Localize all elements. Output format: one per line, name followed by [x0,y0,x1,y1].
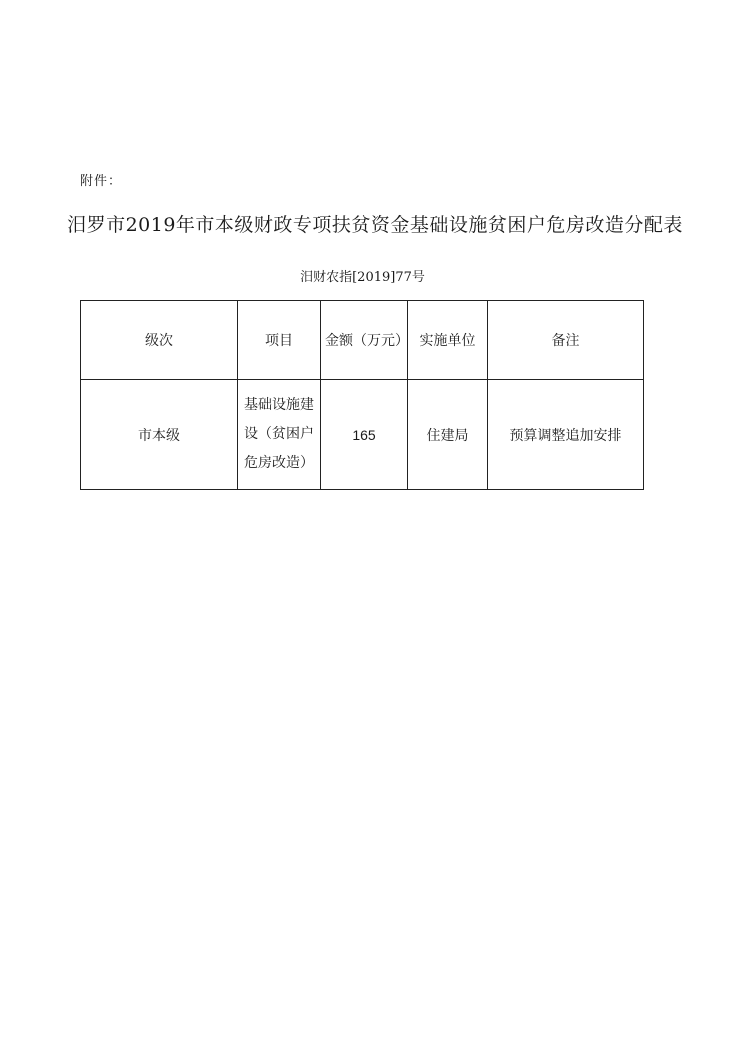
cell-project: 基础设施建设（贫困户危房改造） [238,380,321,490]
cell-amount: 165 [321,380,408,490]
cell-level: 市本级 [81,380,238,490]
header-level: 级次 [81,301,238,380]
document-number: 汨财农指[2019]77号 [300,270,425,285]
table-header-row [81,301,644,380]
table-row [81,380,644,490]
allocation-table [80,300,644,490]
cell-remark: 预算调整追加安排 [488,380,644,490]
attachment-label: 附件： [80,174,123,189]
document-title: 汨罗市2019年市本级财政专项扶贫资金基础设施贫困户危房改造分配表 [67,214,683,236]
header-unit: 实施单位 [408,301,488,380]
header-amount: 金额（万元） [321,301,408,380]
header-remark: 备注 [488,301,644,380]
header-project: 项目 [238,301,321,380]
cell-unit: 住建局 [408,380,488,490]
